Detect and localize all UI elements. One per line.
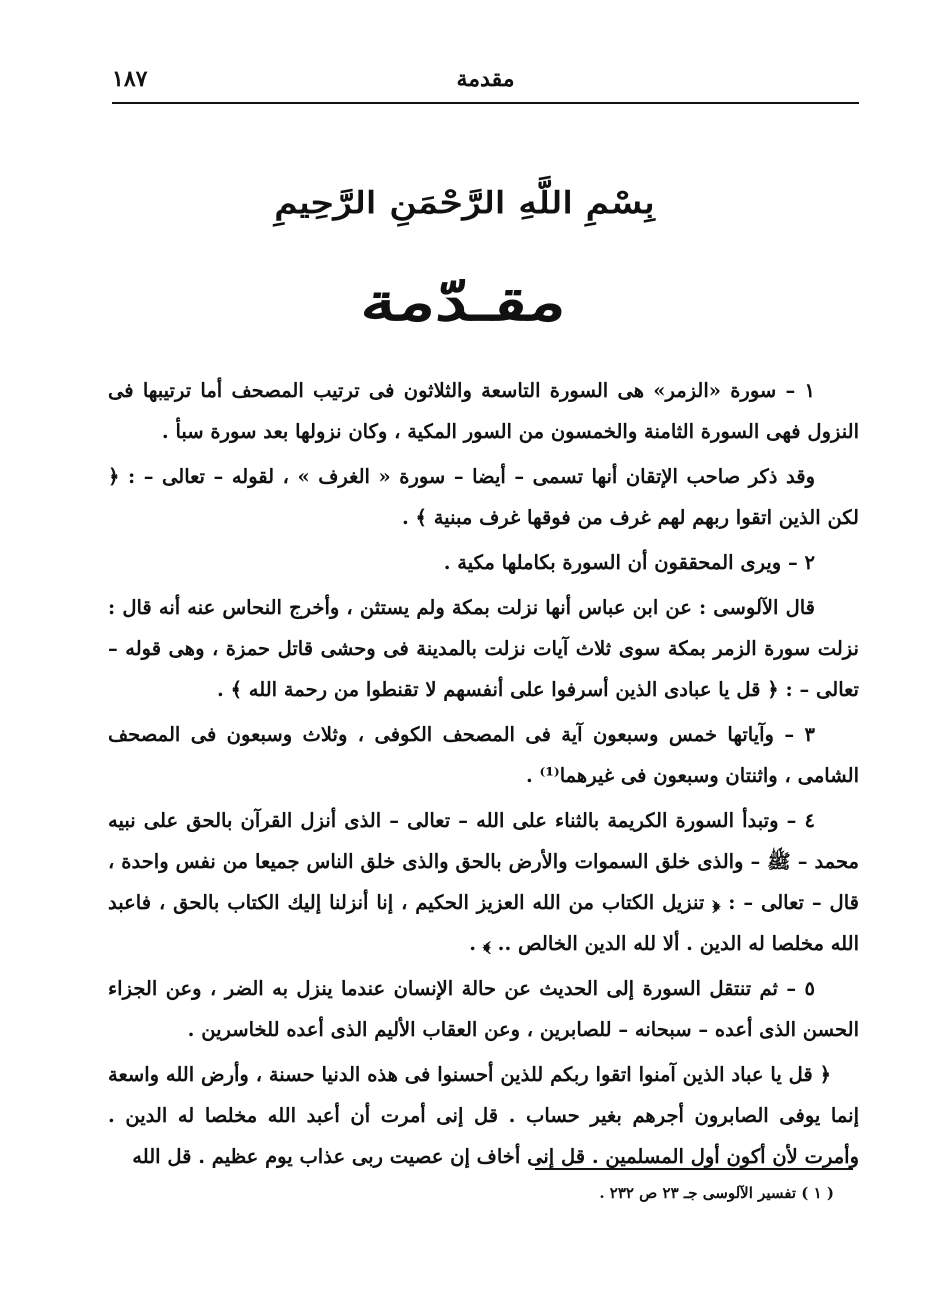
header-rule — [112, 102, 859, 104]
paragraph-1: ١ – سورة «الزمر» هى السورة التاسعة والثلاثون فى ترتيب المصحف أما ترتيبها فى النزول فهى السورة الثامنة والخمسون من السور المكية ، وكان نزولها بعد سورة سبأ . — [108, 379, 859, 443]
paragraph-5: ٣ – وآياتها خمس وسبعون آية فى المصحف الكوفى ، وثلاث وسبعون فى المصحف الشامى ، واثنتان وسبعون فى غيرهما⁽¹⁾ . — [108, 723, 859, 787]
footnote-rule — [535, 1168, 853, 1170]
body-text — [108, 370, 859, 1181]
paragraph-6: ٤ – وتبدأ السورة الكريمة بالثناء على الله – تعالى – الذى أنزل القرآن بالحق على نبيه محمد – ﷺ – والذى خلق السموات والأرض بالحق والذى خلق الناس جميعا من نفس واحدة ، قال – تعالى – : ﴿ تنزيل الكتاب من الله العزيز الحكيم ، إنا أنزلنا إليك الكتاب بالحق ، فاعبد الله مخلصا له الدين . ألا لله الدين الخالص .. ﴾ . — [108, 809, 859, 955]
paragraph-2: وقد ذكر صاحب الإتقان أنها تسمى – أيضا – سورة « الغرف » ، لقوله – تعالى – : ﴿ لكن الذين اتقوا ربهم لهم غرف من فوقها غرف مبنية ﴾ . — [108, 465, 859, 529]
footnote: ( ١ ) تفسير الآلوسى جـ ٢٣ ص ٢٣٢ . — [599, 1184, 834, 1202]
basmala: بِسْمِ اللَّهِ الرَّحْمَنِ الرَّحِيمِ — [274, 186, 655, 221]
paragraph-8: ﴿ قل يا عباد الذين آمنوا اتقوا ربكم للذين أحسنوا فى هذه الدنيا حسنة ، وأرض الله واسعة إنما يوفى الصابرون أجرهم بغير حساب . قل إنى أمرت أن أعبد الله مخلصا له الدين . وأمرت لأن أكون أول المسلمين . قل إنى أخاف إن عصيت ربى عذاب يوم عظيم . قل الله — [108, 1063, 859, 1168]
running-title: مقدمة — [456, 66, 515, 92]
page-header — [112, 60, 859, 104]
chapter-title: مقـدّمة — [357, 272, 572, 333]
paragraph-3: ٢ – ويرى المحققون أن السورة بكاملها مكية . — [443, 551, 815, 574]
paragraph-7: ٥ – ثم تنتقل السورة إلى الحديث عن حالة الإنسان عندما ينزل به الضر ، وعن الجزاء الحسن الذى أعده – سبحانه – للصابرين ، وعن العقاب الأليم الذى أعده للخاسرين . — [108, 977, 859, 1041]
page-number: ١٨٧ — [112, 66, 148, 92]
paragraph-4: قال الآلوسى : عن ابن عباس أنها نزلت بمكة ولم يستثن ، وأخرج النحاس عنه أنه قال : نزلت سورة الزمر بمكة سوى ثلاث آيات نزلت بالمدينة فى وحشى قاتل حمزة ، وهى قوله – تعالى – : ﴿ قل يا عبادى الذين أسرفوا على أنفسهم لا تقنطوا من رحمة الله ﴾ . — [108, 596, 859, 701]
